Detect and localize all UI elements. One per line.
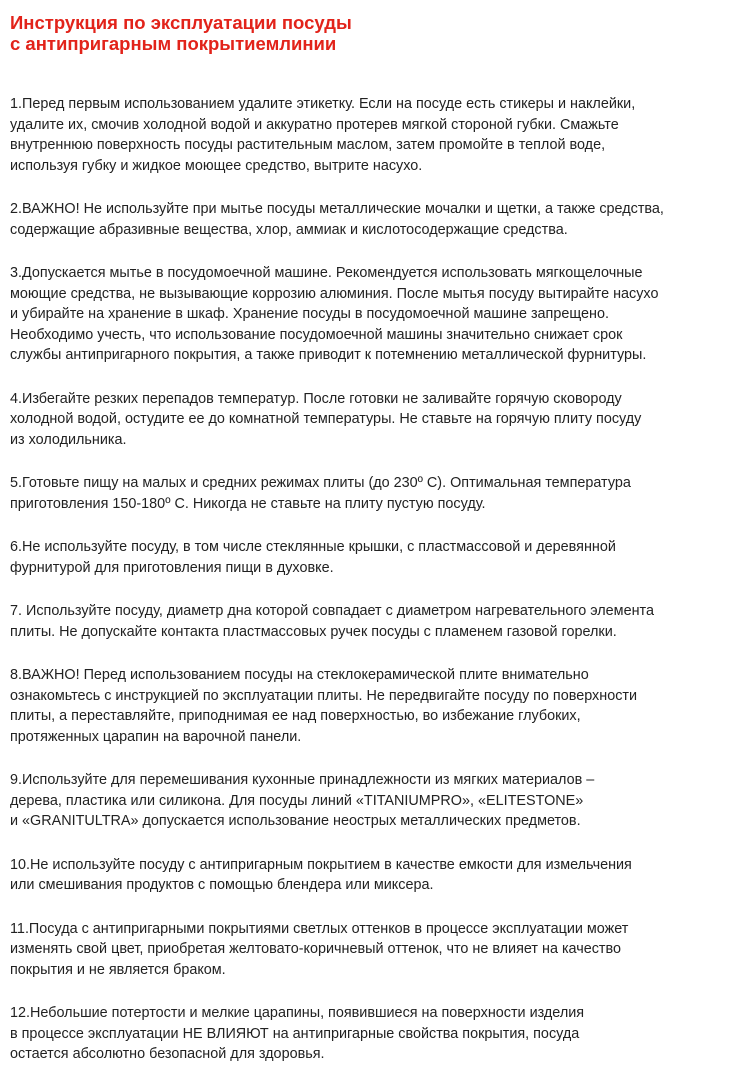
text-line: 7. Используйте посуду, диаметр дна которой совпадает с диаметром нагревательного элемента	[10, 603, 654, 619]
page-title	[10, 12, 730, 54]
instruction-item-3	[10, 263, 735, 366]
title-line: с антипригарным покрытиемлинии	[10, 33, 337, 54]
text-line: плиты, а переставляйте, приподнимая ее над поверхностью, во избежание глубоких,	[10, 708, 581, 724]
text-line: 6.Не используйте посуду, в том числе стеклянные крышки, с пластмассовой и деревянной	[10, 539, 616, 555]
instruction-item-5	[10, 473, 735, 514]
instruction-item-10	[10, 855, 735, 896]
text-line: 5.Готовьте пищу на малых и средних режимах плиты (до 230º С). Оптимальная температура	[10, 475, 631, 491]
text-line: и убирайте на хранение в шкаф. Хранение посуды в посудомоечной машине запрещено.	[10, 306, 609, 322]
text-line: протяженных царапин на варочной панели.	[10, 728, 302, 745]
text-line: 10.Не используйте посуду с антипригарным покрытием в качестве емкости для измельчения	[10, 856, 632, 873]
text-line: 3.Допускается мытье в посудомоечной машине. Рекомендуется использовать мягкощелочные	[10, 265, 643, 281]
text-line: приготовления 150-180º С. Никогда не ставьте на плиту пустую посуду.	[10, 495, 486, 512]
instruction-item-11	[10, 919, 735, 981]
text-line: плиты. Не допускайте контакта пластмассовых ручек посуды с пламенем газовой горелки.	[10, 623, 617, 640]
text-line: 4.Избегайте резких перепадов температур. После готовки не заливайте горячую сковороду	[10, 390, 622, 407]
text-line: удалите их, смочив холодной водой и аккуратно протерев мягкой стороной губки. Смажьте	[10, 116, 619, 133]
text-line: 12.Небольшие потертости и мелкие царапины, появившиеся на поверхности изделия	[10, 1005, 585, 1021]
text-line: 2.ВАЖНО! Не используйте при мытье посуды металлические мочалки и щетки, а также средства,	[10, 201, 664, 217]
text-line: используя губку и жидкое моющее средство, вытрите насухо.	[10, 157, 423, 174]
text-line: 9.Используйте для перемешивания кухонные принадлежности из мягких материалов –	[10, 772, 595, 788]
text-line: из холодильника.	[10, 431, 127, 448]
text-line: остается абсолютно безопасной для здоровья.	[10, 1046, 325, 1062]
text-line: в процессе эксплуатации НЕ ВЛИЯЮТ на антипригарные свойства покрытия, посуда	[10, 1025, 580, 1042]
text-line: покрытия и не является браком.	[10, 961, 226, 978]
text-line: 8.ВАЖНО! Перед использованием посуды на стеклокерамической плите внимательно	[10, 667, 589, 683]
instruction-item-7	[10, 601, 735, 642]
instructions-body	[10, 94, 735, 1088]
text-line: Необходимо учесть, что использование посудомоечной машины значительно снижает срок	[10, 326, 623, 343]
text-line: моющие средства, не вызывающие коррозию алюминия. После мытья посуду вытирайте насухо	[10, 285, 659, 302]
text-line: дерева, пластика или силикона. Для посуды линий «TITANIUMPRO», «ELITESTONE»	[10, 792, 584, 809]
text-line: службы антипригарного покрытия, а также приводит к потемнению металлической фурнитуры.	[10, 347, 647, 363]
text-line: и «GRANITULTRA» допускается использование неострых металлических предметов.	[10, 813, 581, 829]
text-line: содержащие абразивные вещества, хлор, аммиак и кислотосодержащие средства.	[10, 221, 568, 238]
text-line: 11.Посуда с антипригарными покрытиями светлых оттенков в процессе эксплуатации может	[10, 920, 629, 937]
instruction-item-12	[10, 1003, 735, 1065]
text-line: холодной водой, остудите ее до комнатной температуры. Не ставьте на горячую плиту посуду	[10, 411, 642, 427]
instruction-item-8	[10, 665, 735, 747]
text-line: 1.Перед первым использованием удалите этикетку. Если на посуде есть стикеры и наклейки,	[10, 96, 636, 112]
text-line: или смешивания продуктов с помощью блендера или миксера.	[10, 877, 434, 893]
instruction-item-6	[10, 537, 735, 578]
instruction-item-1	[10, 94, 735, 176]
instruction-item-2	[10, 199, 735, 240]
text-line: изменять свой цвет, приобретая желтовато-коричневый оттенок, что не влияет на качество	[10, 941, 622, 957]
text-line: фурнитурой для приготовления пищи в духовке.	[10, 559, 334, 576]
text-line: ознакомьтесь с инструкцией по эксплуатации плиты. Не передвигайте посуду по поверхности	[10, 687, 638, 704]
instruction-item-9	[10, 770, 735, 832]
instruction-item-4	[10, 389, 735, 451]
title-line: Инструкция по эксплуатации посуды	[10, 12, 352, 33]
text-line: внутреннюю поверхность посуды растительным маслом, затем промойте в теплой воде,	[10, 137, 606, 153]
